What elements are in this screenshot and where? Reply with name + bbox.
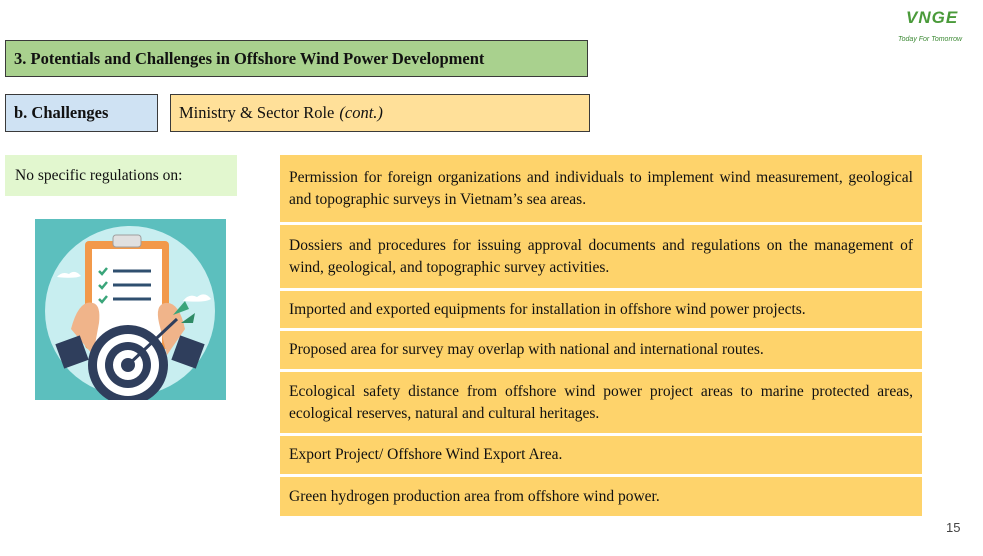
list-item: Imported and exported equipments for installation in offshore wind power projects. [280, 291, 922, 328]
role-cont: (cont.) [339, 103, 383, 122]
list-item: Ecological safety distance from offshore wind power project areas to marine protected areas, ecological reserves, natural and cultural heritages. [280, 372, 922, 433]
list-item: Dossiers and procedures for issuing approval documents and regulations on the management of wind, geological, and topographic survey activities. [280, 225, 922, 288]
role-label: Ministry & Sector Role [179, 103, 335, 122]
logo-mark: VNGE [906, 8, 959, 27]
list-item: Proposed area for survey may overlap with national and international routes. [280, 331, 922, 369]
checklist-target-icon [35, 219, 226, 400]
list-item: Green hydrogen production area from offshore wind power. [280, 477, 922, 516]
page-number: 15 [946, 520, 961, 535]
vnge-logo [892, 8, 983, 48]
regulations-label: No specific regulations on: [5, 155, 237, 196]
list-item: Permission for foreign organizations and individuals to implement wind measurement, geological and topographic surveys in Vietnam’s sea areas. [280, 155, 922, 222]
list-item: Export Project/ Offshore Wind Export Area. [280, 436, 922, 474]
subsection-label: b. Challenges [5, 94, 158, 132]
section-title: 3. Potentials and Challenges in Offshore Wind Power Development [5, 40, 588, 77]
role-label-box [170, 94, 590, 132]
logo-tagline: Today For Tomorrow [898, 36, 963, 43]
